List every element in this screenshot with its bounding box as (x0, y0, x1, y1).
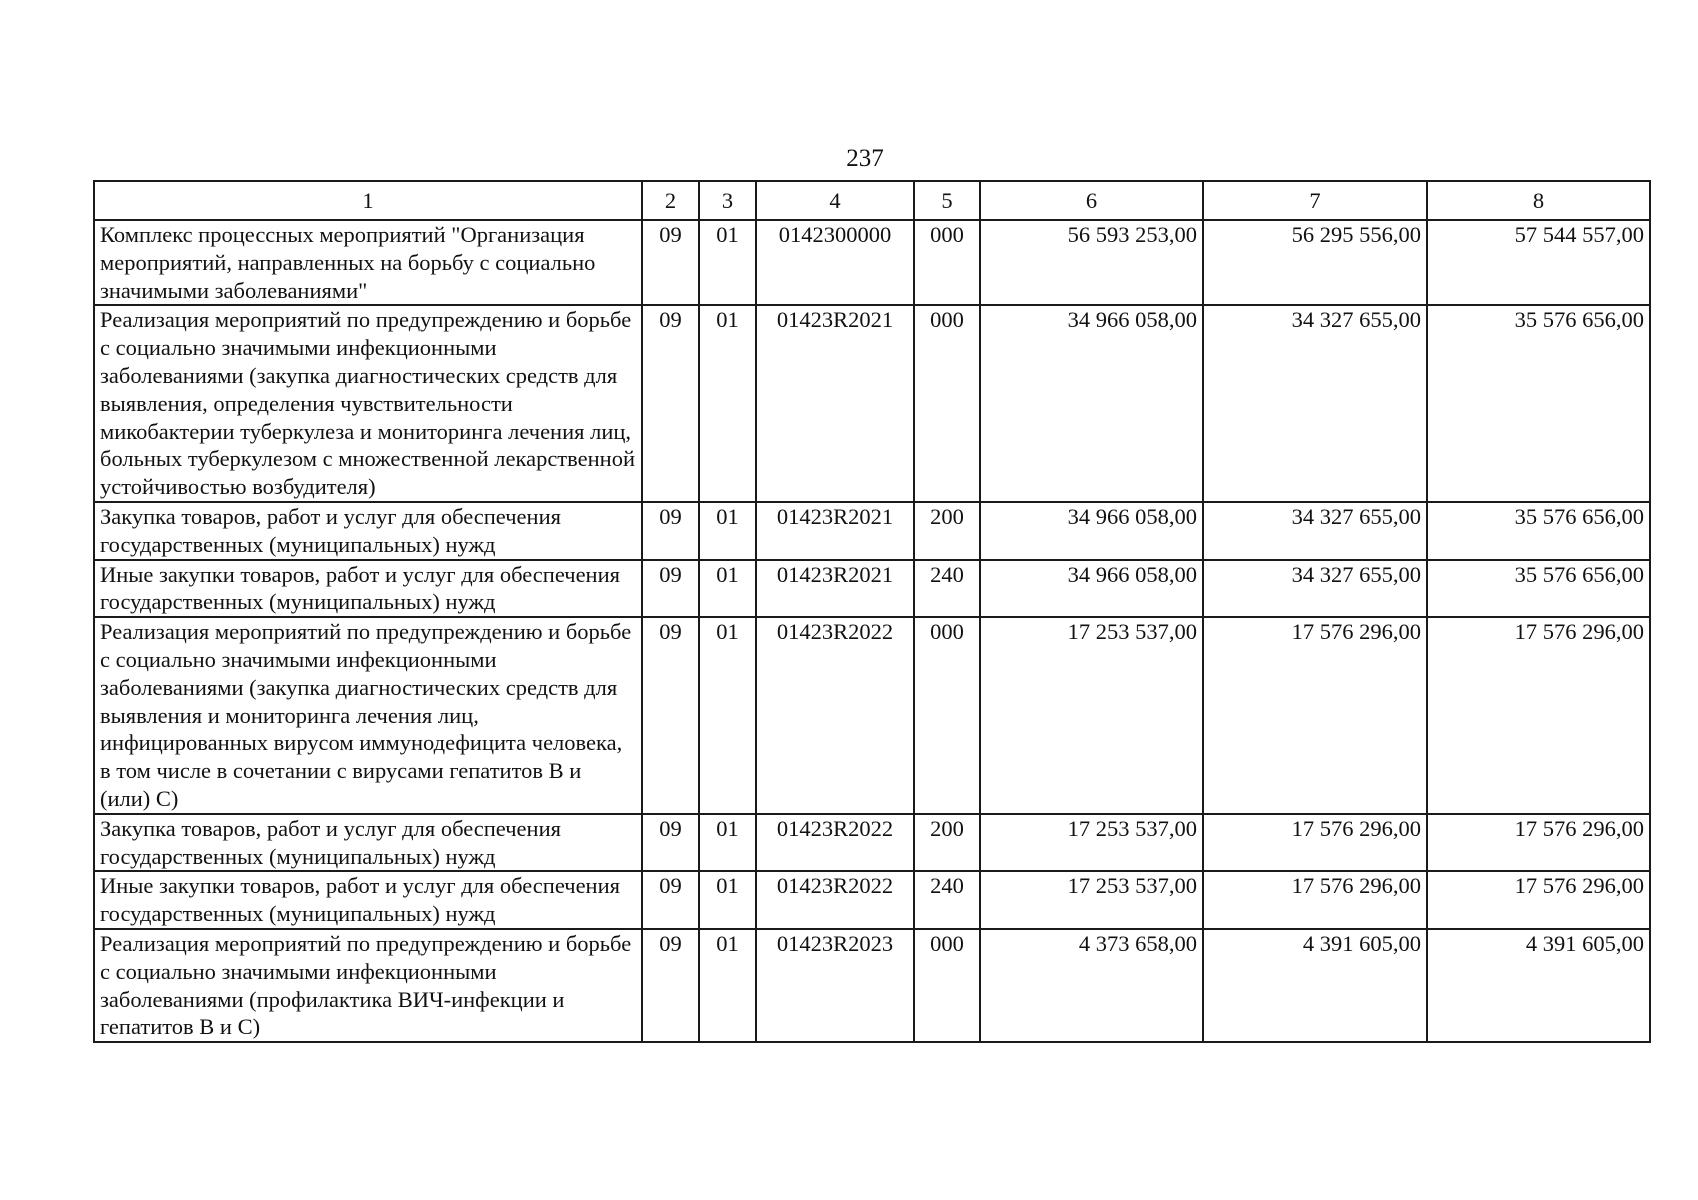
section-code: 09 (642, 929, 699, 1042)
subsection-code: 01 (699, 220, 756, 305)
table-row (94, 502, 1650, 560)
subsection-code: 01 (699, 617, 756, 814)
expense-type-code: 000 (914, 929, 980, 1042)
section-code: 09 (642, 305, 699, 502)
header-cell: 3 (699, 181, 756, 220)
amount-year-1: 34 966 058,00 (980, 560, 1203, 618)
header-cell: 5 (914, 181, 980, 220)
amount-year-2: 34 327 655,00 (1203, 502, 1427, 560)
section-code: 09 (642, 814, 699, 872)
subsection-code: 01 (699, 871, 756, 929)
subsection-code: 01 (699, 929, 756, 1042)
header-cell: 1 (94, 181, 642, 220)
subsection-code: 01 (699, 502, 756, 560)
expense-type-code: 240 (914, 560, 980, 618)
amount-year-1: 17 253 537,00 (980, 871, 1203, 929)
amount-year-3: 4 391 605,00 (1427, 929, 1650, 1042)
table-row (94, 560, 1650, 618)
row-name: Закупка товаров, работ и услуг для обеспечения государственных (муниципальных) нужд (94, 814, 642, 872)
header-cell: 6 (980, 181, 1203, 220)
amount-year-3: 17 576 296,00 (1427, 617, 1650, 814)
amount-year-2: 17 576 296,00 (1203, 814, 1427, 872)
amount-year-1: 4 373 658,00 (980, 929, 1203, 1042)
amount-year-1: 17 253 537,00 (980, 814, 1203, 872)
subsection-code: 01 (699, 814, 756, 872)
expense-type-code: 000 (914, 305, 980, 502)
page-number: 237 (846, 145, 884, 172)
subsection-code: 01 (699, 560, 756, 618)
target-article-code: 01423R2022 (756, 814, 914, 872)
row-name: Реализация мероприятий по предупреждению и борьбе с социально значимыми инфекционными заболеваниями (закупка диагностических средств для выявления, определения чувствительности микобактерии туберкулеза и мониторинга лечения лиц, больных туберкулезом с множественной лекарственной устойчивостью возбудителя) (94, 305, 642, 502)
expense-type-code: 200 (914, 814, 980, 872)
amount-year-3: 35 576 656,00 (1427, 305, 1650, 502)
target-article-code: 01423R2022 (756, 871, 914, 929)
budget-table (93, 180, 1651, 1043)
expense-type-code: 000 (914, 220, 980, 305)
target-article-code: 01423R2021 (756, 305, 914, 502)
row-name: Закупка товаров, работ и услуг для обеспечения государственных (муниципальных) нужд (94, 502, 642, 560)
header-cell: 8 (1427, 181, 1650, 220)
table-row (94, 305, 1650, 502)
row-name: Иные закупки товаров, работ и услуг для обеспечения государственных (муниципальных) нужд (94, 871, 642, 929)
row-name: Иные закупки товаров, работ и услуг для обеспечения государственных (муниципальных) нужд (94, 560, 642, 618)
section-code: 09 (642, 220, 699, 305)
header-cell: 7 (1203, 181, 1427, 220)
amount-year-2: 4 391 605,00 (1203, 929, 1427, 1042)
amount-year-2: 34 327 655,00 (1203, 305, 1427, 502)
row-name: Комплекс процессных мероприятий "Организация мероприятий, направленных на борьбу с социально значимыми заболеваниями" (94, 220, 642, 305)
expense-type-code: 240 (914, 871, 980, 929)
expense-type-code: 200 (914, 502, 980, 560)
row-name: Реализация мероприятий по предупреждению и борьбе с социально значимыми инфекционными заболеваниями (закупка диагностических средств для выявления и мониторинга лечения лиц, инфицированных вирусом иммунодефицита человека, в том числе в сочетании с вирусами гепатитов B и (или) C) (94, 617, 642, 814)
table-row (94, 871, 1650, 929)
subsection-code: 01 (699, 305, 756, 502)
amount-year-2: 56 295 556,00 (1203, 220, 1427, 305)
header-cell: 2 (642, 181, 699, 220)
amount-year-3: 17 576 296,00 (1427, 814, 1650, 872)
expense-type-code: 000 (914, 617, 980, 814)
amount-year-3: 35 576 656,00 (1427, 560, 1650, 618)
amount-year-1: 34 966 058,00 (980, 502, 1203, 560)
amount-year-3: 57 544 557,00 (1427, 220, 1650, 305)
amount-year-3: 17 576 296,00 (1427, 871, 1650, 929)
table-row (94, 617, 1650, 814)
section-code: 09 (642, 617, 699, 814)
amount-year-1: 17 253 537,00 (980, 617, 1203, 814)
target-article-code: 01423R2021 (756, 560, 914, 618)
amount-year-2: 34 327 655,00 (1203, 560, 1427, 618)
section-code: 09 (642, 502, 699, 560)
amount-year-2: 17 576 296,00 (1203, 617, 1427, 814)
amount-year-3: 35 576 656,00 (1427, 502, 1650, 560)
target-article-code: 01423R2022 (756, 617, 914, 814)
target-article-code: 01423R2021 (756, 502, 914, 560)
table-row (94, 220, 1650, 305)
target-article-code: 0142300000 (756, 220, 914, 305)
row-name: Реализация мероприятий по предупреждению и борьбе с социально значимыми инфекционными заболеваниями (профилактика ВИЧ-инфекции и гепатитов B и C) (94, 929, 642, 1042)
amount-year-1: 34 966 058,00 (980, 305, 1203, 502)
header-cell: 4 (756, 181, 914, 220)
section-code: 09 (642, 871, 699, 929)
table-row (94, 929, 1650, 1042)
amount-year-1: 56 593 253,00 (980, 220, 1203, 305)
target-article-code: 01423R2023 (756, 929, 914, 1042)
amount-year-2: 17 576 296,00 (1203, 871, 1427, 929)
table-row (94, 814, 1650, 872)
header-row (94, 181, 1650, 220)
section-code: 09 (642, 560, 699, 618)
